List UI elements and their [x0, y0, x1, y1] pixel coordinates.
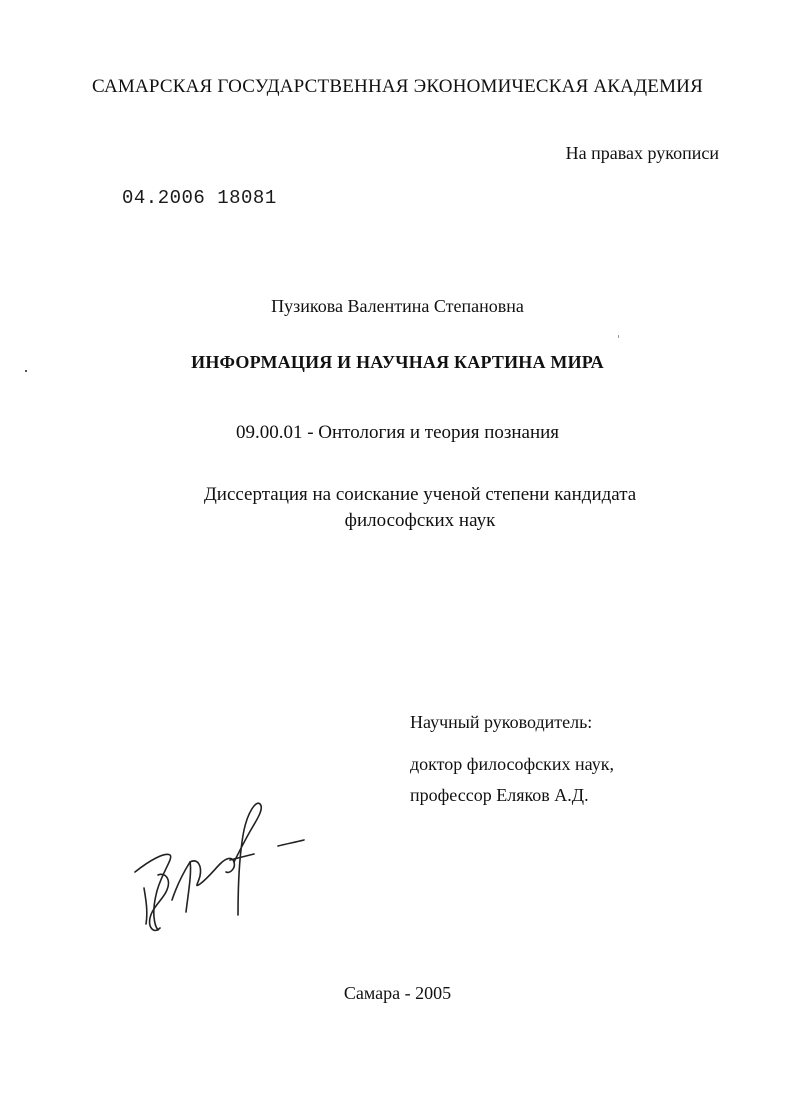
registration-number: 04.2006 18081: [122, 187, 277, 209]
city-year: Самара - 2005: [343, 983, 452, 1003]
degree-statement: [160, 482, 680, 534]
supervisor-degree: доктор философских наук,: [410, 754, 614, 774]
dissertation-title: ИНФОРМАЦИЯ И НАУЧНАЯ КАРТИНА МИРА: [191, 352, 604, 372]
degree-statement-line-1: Диссертация на соискание ученой степени кандидата: [203, 484, 637, 505]
author-signature: [130, 800, 310, 945]
scan-speck: [25, 370, 27, 372]
rights-notice: На правах рукописи: [565, 143, 719, 163]
supervisor-name: профессор Еляков А.Д.: [410, 785, 589, 805]
supervisor-label: Научный руководитель:: [410, 712, 593, 732]
institution-name: САМАРСКАЯ ГОСУДАРСТВЕННАЯ ЭКОНОМИЧЕСКАЯ АКАДЕМИЯ: [92, 76, 703, 97]
degree-statement-line-2: философских наук: [344, 510, 496, 531]
scan-speck: [618, 335, 619, 338]
specialty-code: 09.00.01 - Онтология и теория познания: [235, 422, 560, 443]
author-name: Пузикова Валентина Степановна: [271, 296, 524, 316]
